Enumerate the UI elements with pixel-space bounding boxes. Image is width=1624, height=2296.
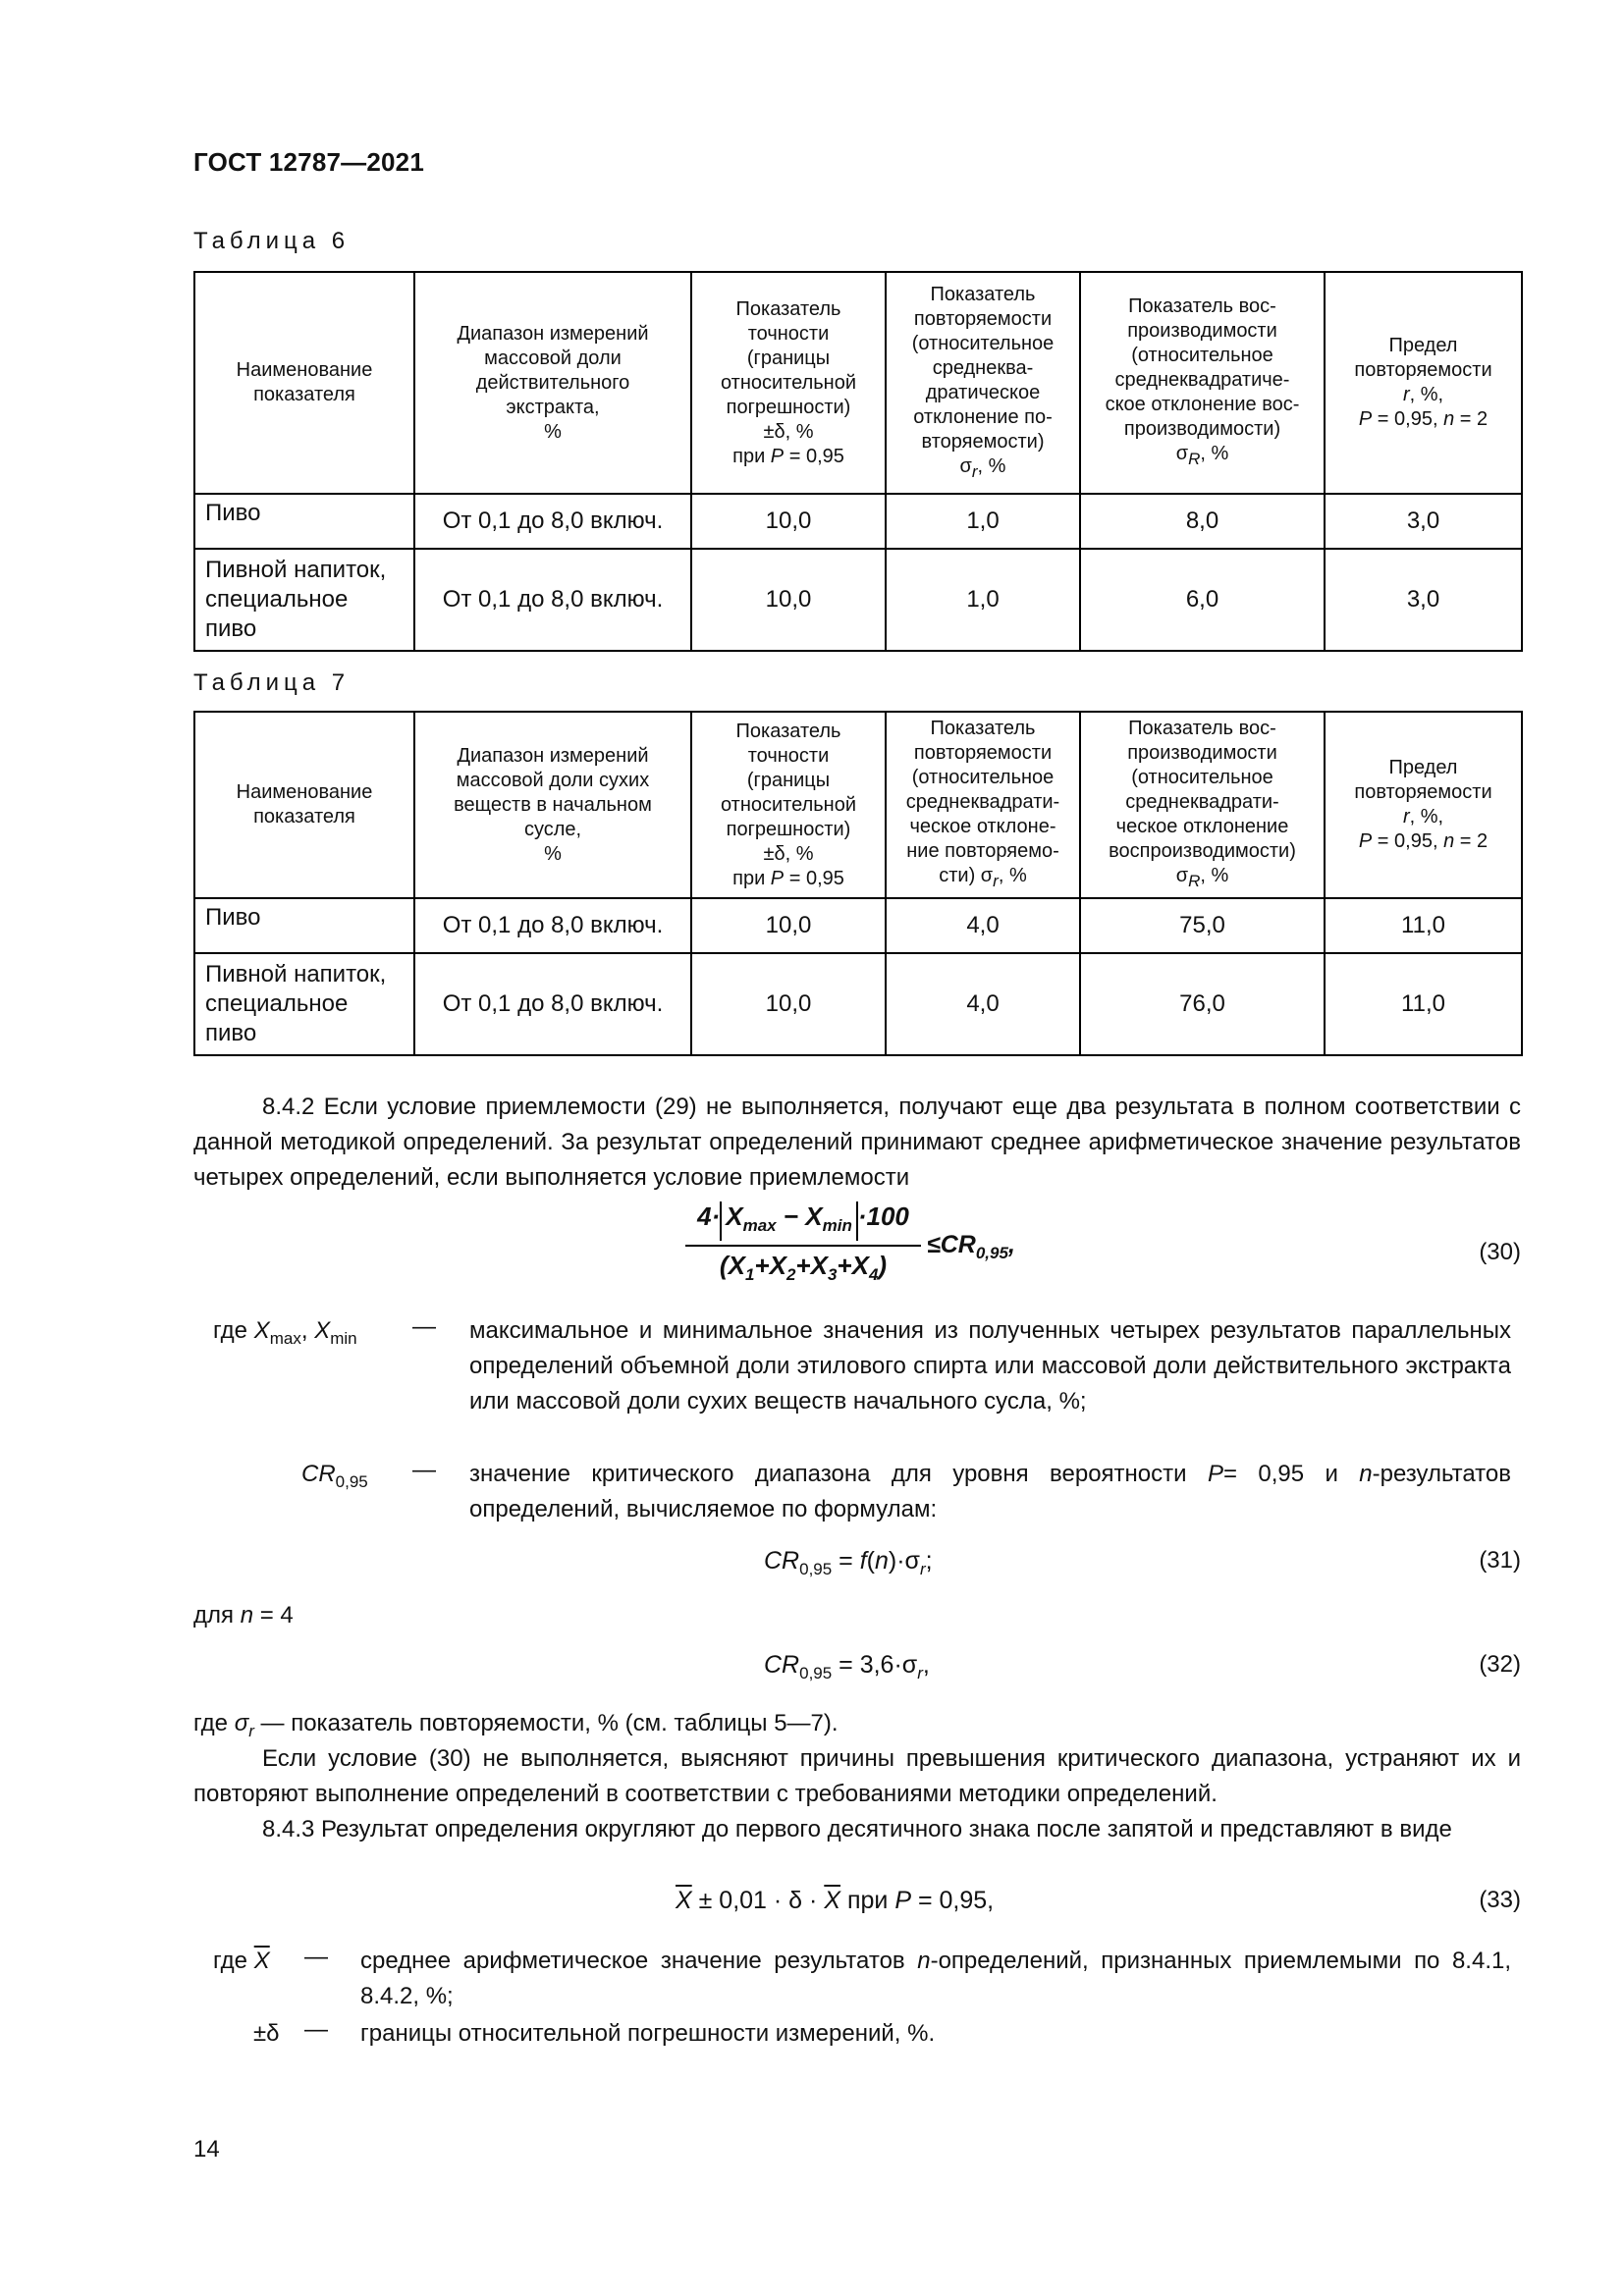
t6-r2-reproducibility: 6,0 [1080,549,1325,651]
def-cr-dash: — [412,1457,436,1483]
t6-r1-range: От 0,1 до 8,0 включ. [414,494,691,549]
t6-header-range: Диапазон измерений массовой доли действительного экстракта, % [414,272,691,494]
t6-r1-repeatability: 1,0 [886,494,1080,549]
t7-r1-limit: 11,0 [1325,898,1522,953]
t7-r1-accuracy: 10,0 [691,898,886,953]
def-xbar-dash: — [304,1944,328,1970]
t6-r2-accuracy: 10,0 [691,549,886,651]
equation-number-32: (32) [1479,1651,1521,1678]
t6-r2-limit: 3,0 [1325,549,1522,651]
def-xmax-xmin-dash: — [412,1313,436,1340]
t7-r2-range: От 0,1 до 8,0 включ. [414,953,691,1055]
t7-header-accuracy: Показатель точности (границы относительной погрешности) ±δ, % при P = 0,95 [691,712,886,898]
t7-header-reproducibility: Показатель вос- производимости (относительное среднеквадрати- ческое отклонение воспроизводимости) $\sigma_R$, % [1080,712,1325,898]
t7-r2-accuracy: 10,0 [691,953,886,1055]
t6-header-name: Наименование показателя [194,272,414,494]
table-row [194,549,1522,651]
table-row [194,494,1522,549]
t7-r2-name: Пивной напиток, специальное пиво [194,953,414,1055]
table-6-header-row [194,272,1522,494]
t6-r1-limit: 3,0 [1325,494,1522,549]
equation-number-31: (31) [1479,1547,1521,1574]
for-n-equals-4: для n = 4 [193,1602,294,1629]
t7-header-name: Наименование показателя [194,712,414,898]
table-6 [193,271,1523,652]
page-number: 14 [193,2136,220,2163]
table-7-caption: Таблица 7 [193,669,351,696]
def-cr-text: значение критического диапазона для уровня вероятности P= 0,95 и n-результатов определений, вычисляемое по формулам: [469,1461,1511,1522]
document-id: ГОСТ 12787—2021 [193,147,424,177]
formula-30-numerator: $4\cdot X_{max} - X_{min} \cdot 100$ [685,1201,921,1241]
def-xmax-xmin-text: максимальное и минимальное значения из полученных четырех результатов параллельных определений объемной доли этилового спирта или массовой доли действительного экстракта или массовой доли сухих веществ начального сусла, %; [469,1317,1511,1415]
formula-33: $\overline{X} \pm 0,01 \cdot \delta \cdot \overline{X}$ при P = 0,95, [676,1887,995,1914]
def-cr-term: $CR_{0,95}$ [301,1461,368,1491]
t6-r2-range: От 0,1 до 8,0 включ. [414,549,691,651]
formula-32: $CR_{0,95} = 3,6\cdot\sigma_r$, [764,1651,930,1682]
table-row [194,898,1522,953]
def-xmax-xmin-term: где $X_{max}$, $X_{min}$ [213,1317,357,1348]
t6-r2-name: Пивной напиток, специальное пиво [194,549,414,651]
t6-header-reproducibility: Показатель вос- производимости (относительное среднеквадратиче- ское отклонение вос- производимости) $\sigma_R$, % [1080,272,1325,494]
t7-r2-repeatability: 4,0 [886,953,1080,1055]
t7-r1-repeatability: 4,0 [886,898,1080,953]
t7-r2-limit: 11,0 [1325,953,1522,1055]
t7-r2-reproducibility: 76,0 [1080,953,1325,1055]
def-delta-dash: — [304,2016,328,2043]
formula-30-fraction [685,1201,921,1290]
table-6-caption: Таблица 6 [193,228,351,254]
t6-r1-name: Пиво [194,494,414,549]
equation-number-30: (30) [1479,1239,1521,1265]
formula-30-rhs: $\le CR_{0,95}$, [927,1231,1015,1262]
formula-30-fraction-bar [685,1245,921,1247]
t6-r1-accuracy: 10,0 [691,494,886,549]
formula-31: $CR_{0,95} = f(n)\cdot\sigma_r$; [764,1547,933,1578]
t7-r1-reproducibility: 75,0 [1080,898,1325,953]
def-xbar-term: где $\overline{X}$ [213,1948,270,1974]
t7-r1-name: Пиво [194,898,414,953]
def-delta-term: ±δ [253,2020,280,2047]
paragraph-8-4-3: 8.4.3 Результат определения округляют до первого десятичного знака после запятой и представляют в виде [262,1816,1452,1842]
paragraph-8-4-2: 8.4.2 Если условие приемлемости (29) не выполняется, получают еще два результата в полном соответствии с данной методикой определений. За результат определений принимают среднее арифметическое значение результатов четырех определений, если выполняется условие приемлемости [193,1094,1521,1191]
def-delta-text: границы относительной погрешности измерений, %. [360,2020,936,2047]
equation-number-33: (33) [1479,1887,1521,1913]
table-row [194,953,1522,1055]
t6-r2-repeatability: 1,0 [886,549,1080,651]
t7-header-range: Диапазон измерений массовой доли сухих веществ в начальном сусле, % [414,712,691,898]
t6-header-limit: Предел повторяемости r, %, P = 0,95, n = 2 [1325,272,1522,494]
t6-header-repeatability: Показатель повторяемости (относительное среднеква- дратическое отклонение по- вторяемости) $\sigma_r$, % [886,272,1080,494]
t7-header-repeatability: Показатель повторяемости (относительное среднеквадрати- ческое отклоне- ние повторяемо- сти) $\sigma_r$, % [886,712,1080,898]
t6-r1-reproducibility: 8,0 [1080,494,1325,549]
table-7 [193,711,1523,1056]
table-7-header-row [194,712,1522,898]
def-sigma-r: где $\sigma_r$ — показатель повторяемости, % (см. таблицы 5—7). [193,1710,839,1740]
def-xbar-text: среднее арифметическое значение результатов n-определений, признанных приемлемыми по 8.4.1, 8.4.2, %; [360,1948,1511,2009]
formula-30-denominator: $(X_1+X_2+X_3+X_4)$ [719,1251,888,1285]
t7-r1-range: От 0,1 до 8,0 включ. [414,898,691,953]
t6-header-accuracy: Показатель точности (границы относительной погрешности) ±δ, % при P = 0,95 [691,272,886,494]
paragraph-condition-30: Если условие (30) не выполняется, выясняют причины превышения критического диапазона, устраняют их и повторяют выполнение определений в соответствии с требованиями методики определений. [193,1745,1521,1807]
t7-header-limit: Предел повторяемости r, %, P = 0,95, n = 2 [1325,712,1522,898]
